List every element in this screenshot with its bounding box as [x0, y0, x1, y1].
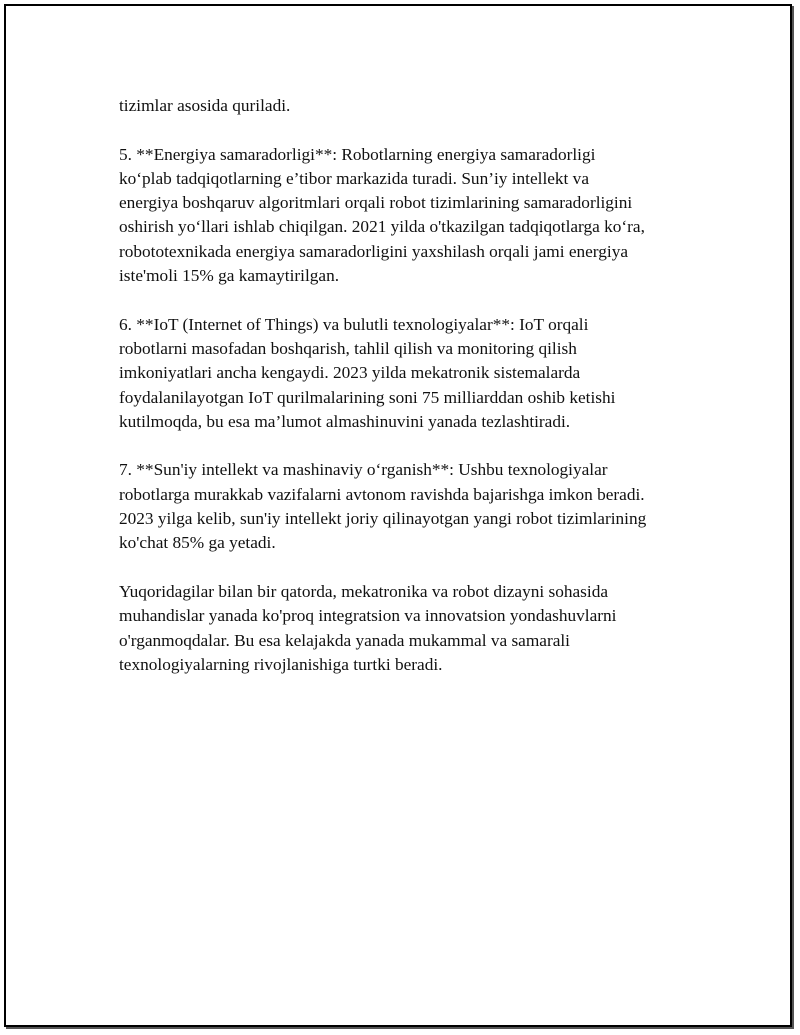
paragraph-conclusion: Yuqoridagilar bilan bir qatorda, mekatronika va robot dizayni sohasida muhandislar yanada ko'proq integratsion va innovatsion yondashuvlarni o'rganmoqdalar. Bu esa kelajakda yanada mukammal va samarali texnologiyalarning rivojlanishiga turtki beradi. [119, 581, 617, 674]
paragraph-continuation: tizimlar asosida quriladi. [119, 96, 291, 115]
paragraph-iot-cloud: 6. **IoT (Internet of Things) va bulutli texnologiyalar**: IoT orqali robotlarni masofadan boshqarish, tahlil qilish va monitoring qilish imkoniyatlari ancha kengaydi. 2023 yilda mekatronik sistemalarda foydalanilayotgan IoT qurilmalarining soni 75 milliarddan oshib ketishi kutilmoqda, bu esa ma’lumot almashinuvini yanada tezlashtiradi. [119, 314, 616, 431]
paragraph-energy-efficiency: 5. **Energiya samaradorligi**: Robotlarning energiya samaradorligi ko‘plab tadqiqotlarning e’tibor markazida turadi. Sun’iy intellekt va energiya boshqaruv algoritmlari orqali robot tizimlarining samaradorligini oshirish yo‘llari ishlab chiqilgan. 2021 yilda o'tkazilgan tadqiqotlarga ko‘ra, robototexnikada energiya samaradorligini yaxshilash orqali jami energiya iste'moli 15% ga kamaytirilgan. [119, 144, 645, 286]
document-page [4, 4, 792, 1027]
paragraph-ai-machine-learning: 7. **Sun'iy intellekt va mashinaviy o‘rganish**: Ushbu texnologiyalar robotlarga murakkab vazifalarni avtonom ravishda bajarishga imkon beradi. 2023 yilga kelib, sun'iy intellekt joriy qilinayotgan yangi robot tizimlarining ko'chat 85% ga yetadi. [119, 460, 647, 553]
document-body [119, 94, 699, 701]
